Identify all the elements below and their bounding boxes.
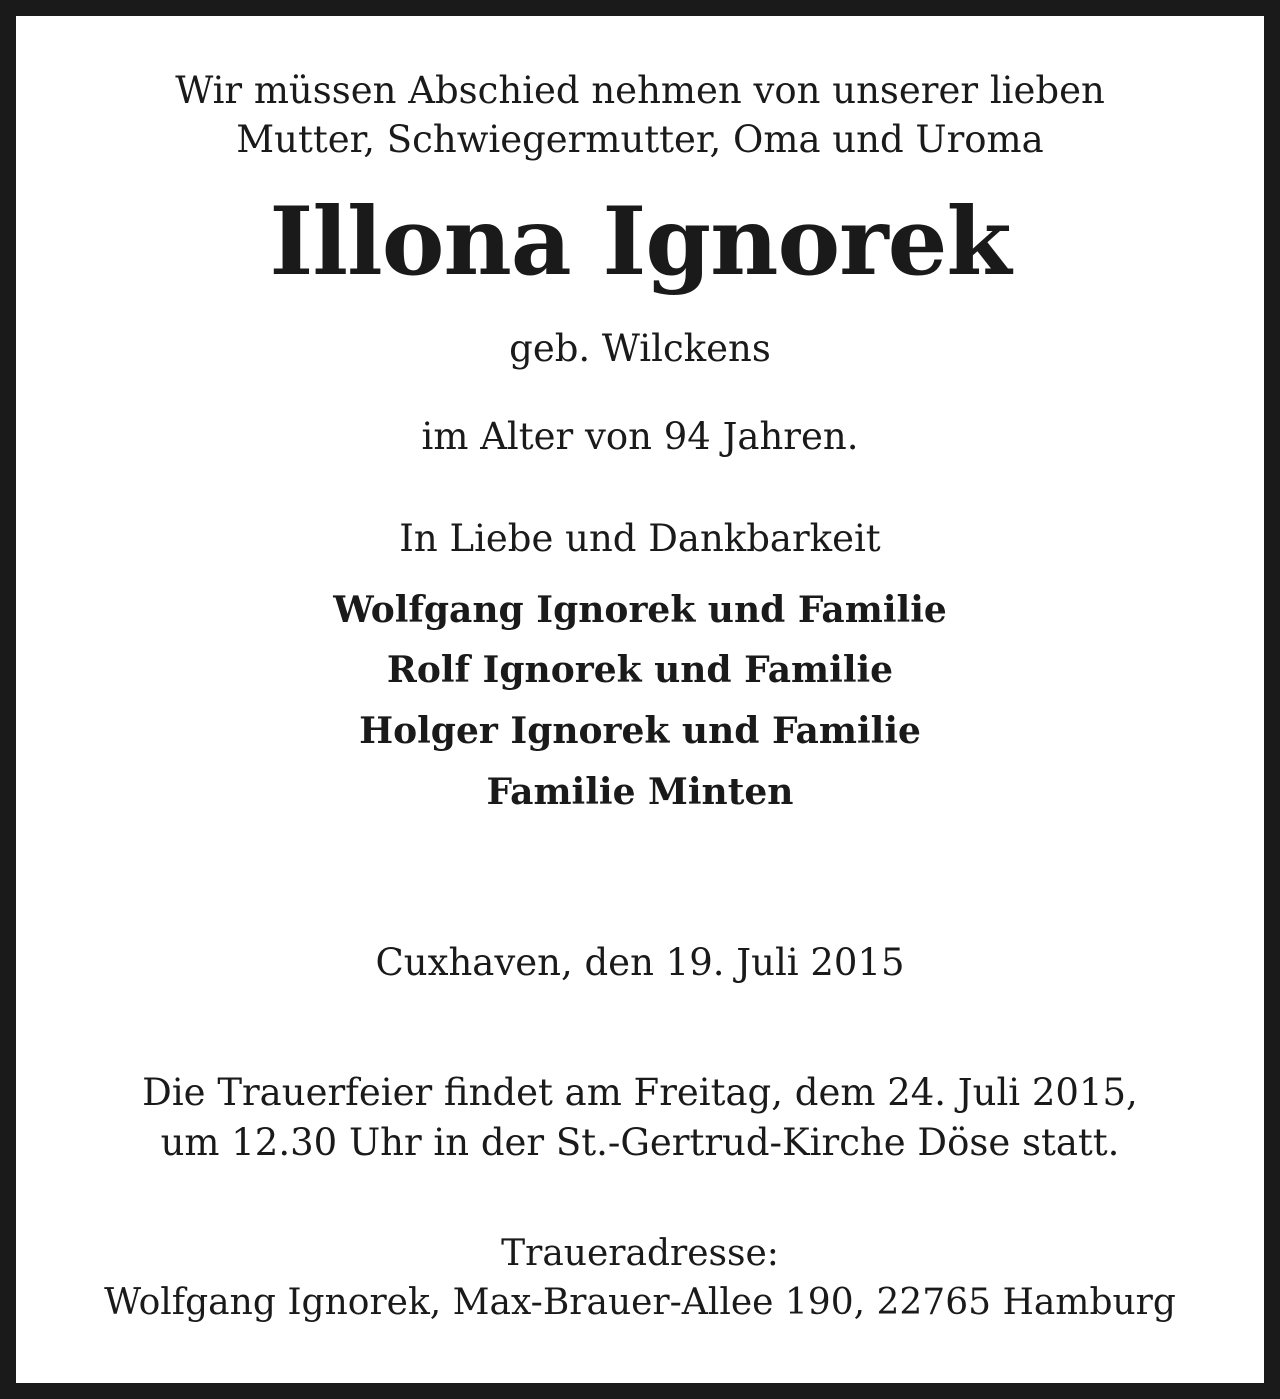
deceased-name: Illona Ignorek [269,187,1011,297]
place-date: Cuxhaven, den 19. Juli 2015 [375,941,905,984]
mourners-heading: In Liebe und Dankbarkeit [399,517,881,560]
intro-line-2: Mutter, Schwiegermutter, Oma und Uroma [236,118,1044,161]
ceremony-line-2: um 12.30 Uhr in der St.-Gertrud-Kirche Döse statt. [160,1121,1120,1164]
mourner-name: Familie Minten [486,771,794,813]
mourner-name: Rolf Ignorek und Familie [386,649,894,691]
intro-line-1: Wir müssen Abschied nehmen von unserer lieben [175,69,1105,112]
mourning-address: Wolfgang Ignorek, Max-Brauer-Allee 190, 22765 Hamburg [104,1282,1176,1323]
ceremony-line-1: Die Trauerfeier findet am Freitag, dem 24. Juli 2015, [142,1071,1138,1114]
mourner-name: Wolfgang Ignorek und Familie [333,589,947,631]
mourner-name: Holger Ignorek und Familie [359,710,921,752]
mourning-address-label: Traueradresse: [501,1233,779,1274]
maiden-name: geb. Wilckens [509,327,771,370]
age-text: im Alter von 94 Jahren. [421,415,859,458]
